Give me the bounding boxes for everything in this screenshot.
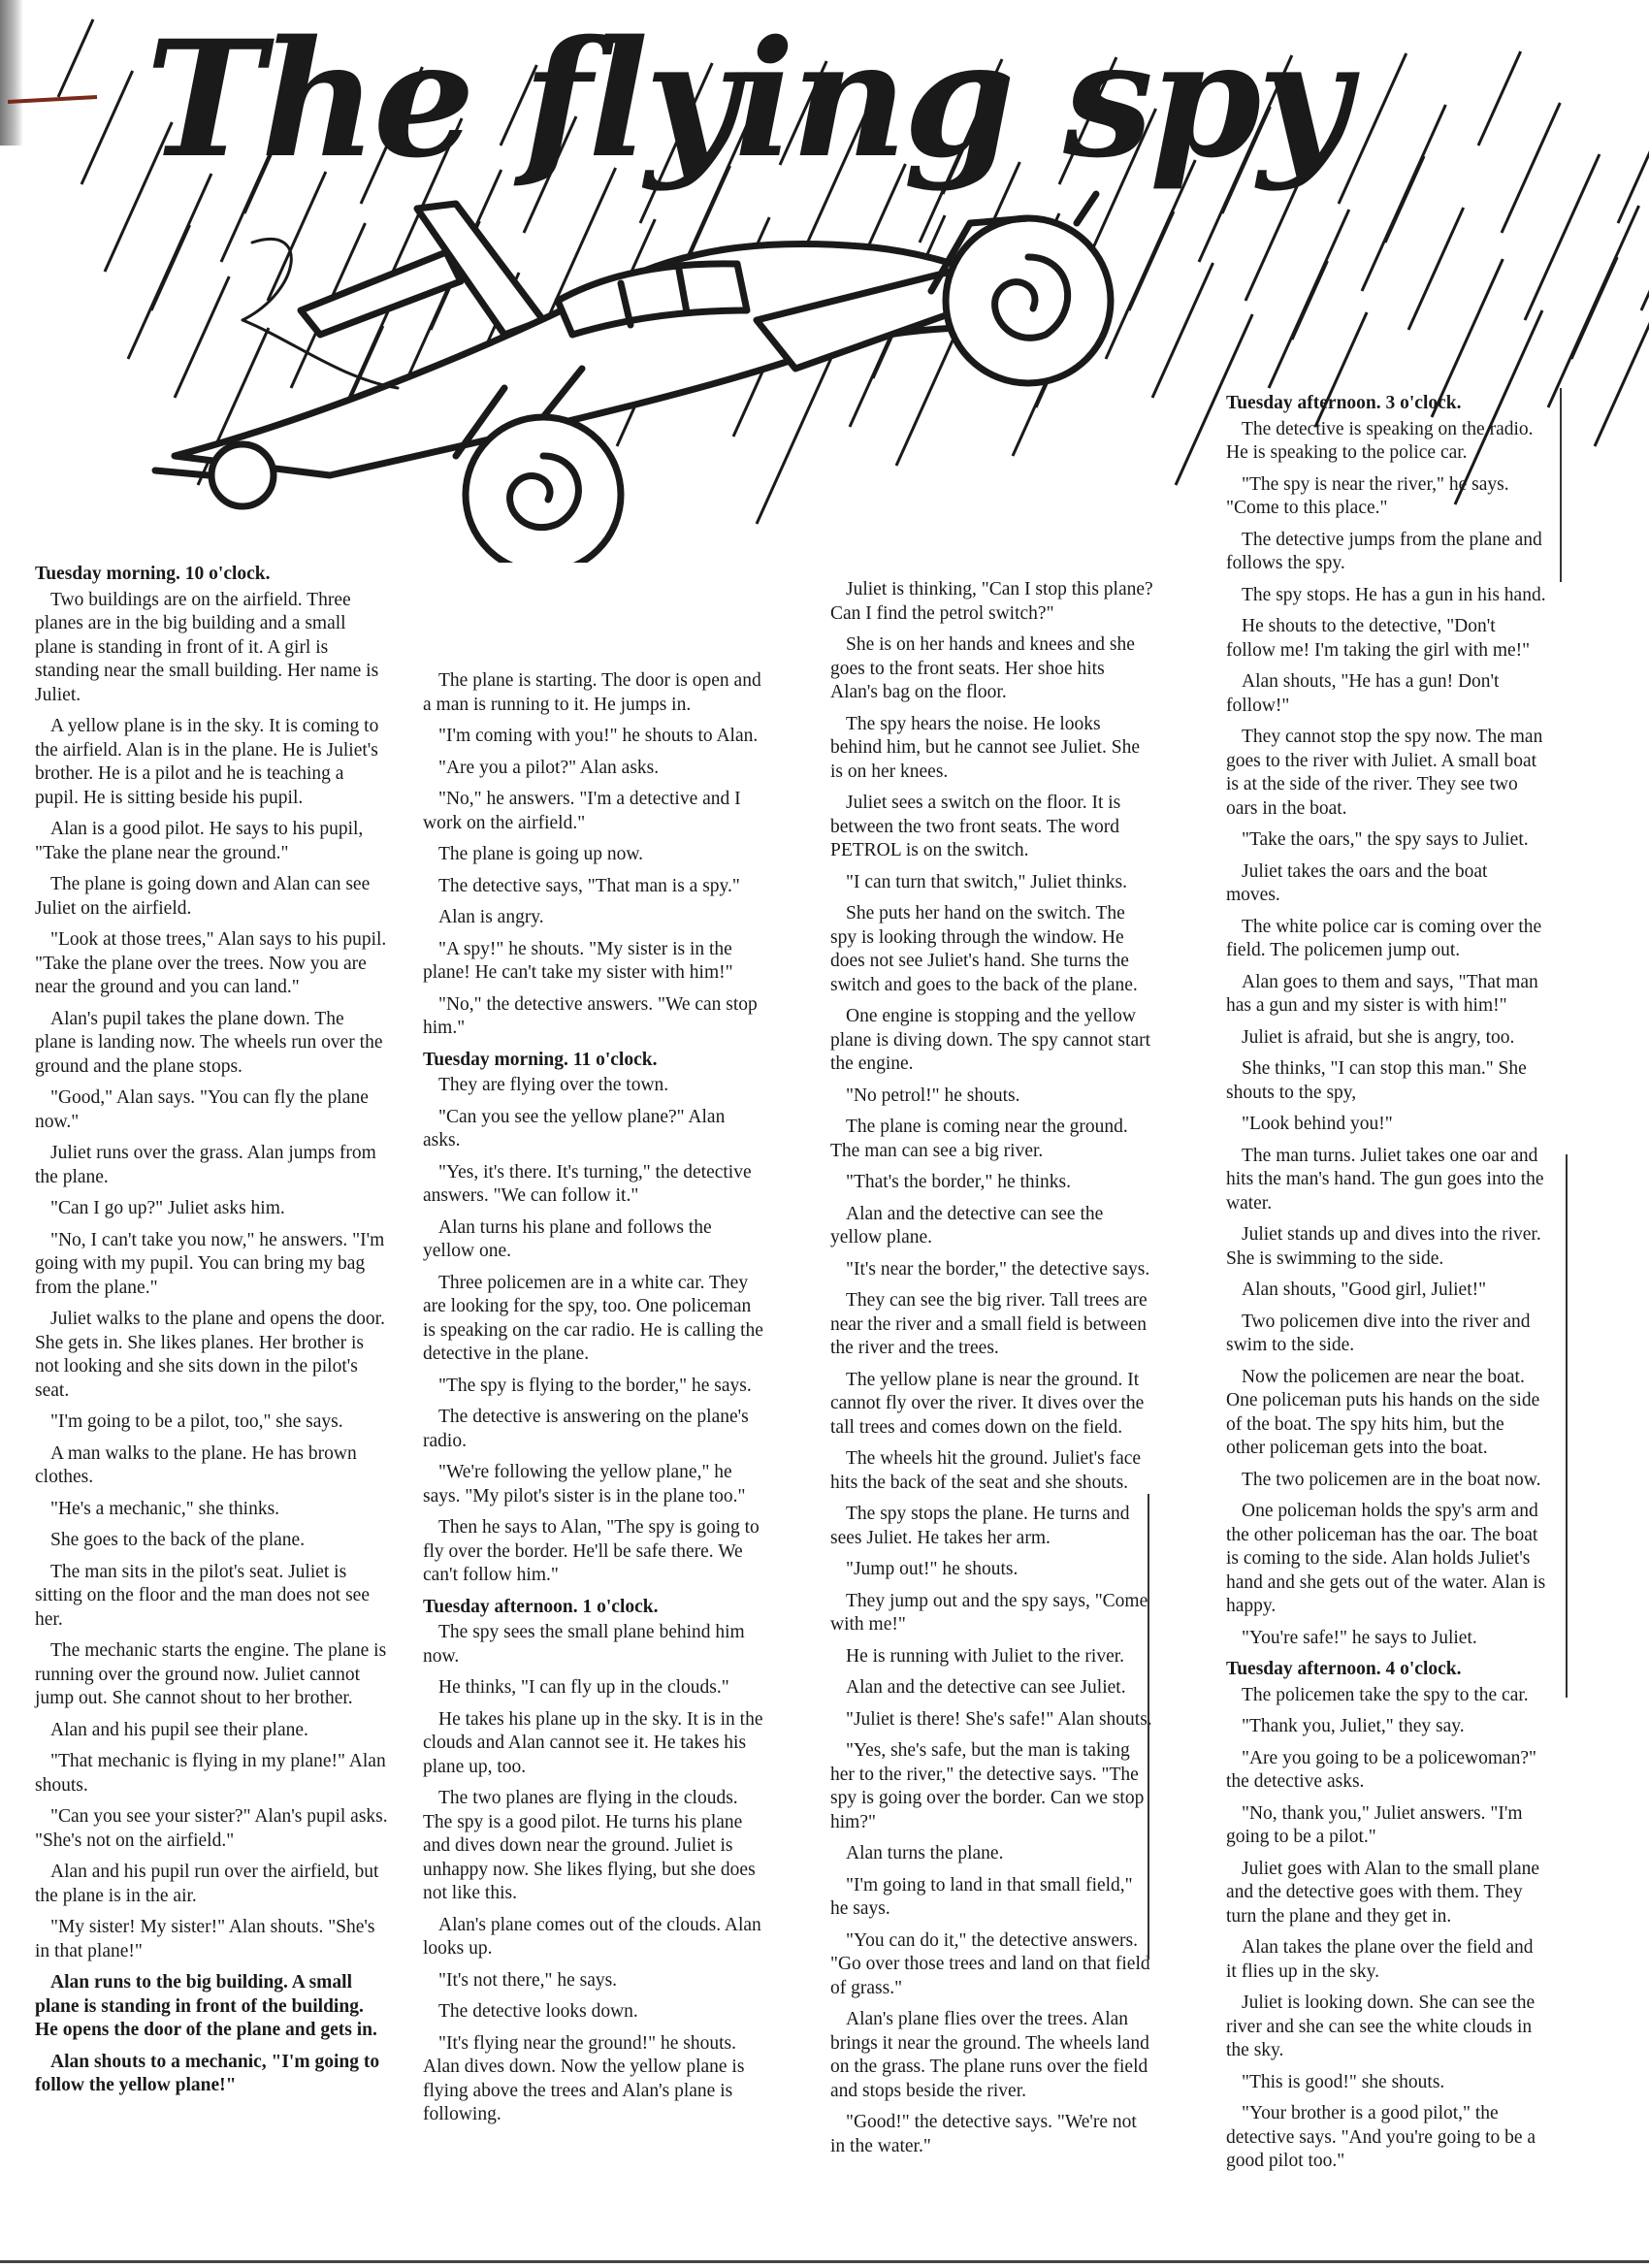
pen-mark <box>8 97 97 102</box>
rain-streak <box>1478 51 1521 146</box>
story-paragraph: "The spy is near the river," he says. "Come to this place." <box>1226 473 1509 518</box>
story-paragraph: The detective looks down. <box>438 2001 638 2022</box>
rain-streak <box>1525 154 1600 320</box>
story-paragraph-bold: Alan shouts to a mechanic, "I'm going to follow the yellow plane!" <box>35 2051 380 2095</box>
story-paragraph: Juliet walks to the plane and opens the door. She gets in. She likes planes. Her brother is not looking and she sits down in the pilot's seat. <box>35 1309 385 1401</box>
story-paragraph: "I'm going to be a pilot, too," she says. <box>50 1411 343 1432</box>
story-paragraph: "Take the oars," the spy says to Juliet. <box>1242 829 1529 850</box>
story-paragraph: They jump out and the spy says, "Come with me!" <box>830 1590 1148 1635</box>
story-paragraph: "Good!" the detective says. "We're not in the water." <box>830 2112 1137 2156</box>
story-paragraph: Alan and the detective can see Juliet. <box>846 1677 1126 1698</box>
section-time-heading: Tuesday afternoon. 1 o'clock. <box>423 1596 659 1617</box>
story-paragraph: "No," he answers. "I'm a detective and I work on the airfield." <box>423 789 741 833</box>
story-paragraph: The wheels hit the ground. Juliet's face hits the back of the seat and she shouts. <box>830 1448 1142 1493</box>
story-paragraph: "You can do it," the detective answers. "Go over those trees and land on that field of grass." <box>830 1929 1150 1998</box>
story-paragraph: "Can I go up?" Juliet asks him. <box>50 1198 285 1218</box>
article-title: The flying spy <box>146 5 1347 193</box>
story-paragraph: "Jump out!" he shouts. <box>846 1559 1018 1579</box>
story-paragraph: The white police car is coming over the field. The policemen jump out. <box>1226 916 1542 960</box>
story-paragraph: "My sister! My sister!" Alan shouts. "She's in that plane!" <box>35 1917 375 1961</box>
section-time-heading: Tuesday afternoon. 4 o'clock. <box>1226 1659 1462 1679</box>
story-paragraph: They can see the big river. Tall trees are near the river and a small field is between the river and the trees. <box>830 1290 1148 1358</box>
story-paragraph: Alan shouts, "Good girl, Juliet!" <box>1242 1280 1487 1300</box>
story-paragraph: He thinks, "I can fly up in the clouds." <box>438 1677 729 1698</box>
story-paragraph: She puts her hand on the switch. The spy is looking through the window. He does not see Juliet's hand. She turns the switch and goes to the back of the plane. <box>830 903 1138 995</box>
story-paragraph: "That's the border," he thinks. <box>846 1172 1072 1192</box>
story-paragraph: "No petrol!" he shouts. <box>846 1085 1020 1106</box>
story-paragraph: "Look behind you!" <box>1242 1114 1393 1134</box>
story-paragraph: "I'm coming with you!" he shouts to Alan. <box>438 726 759 746</box>
story-paragraph: "It's flying near the ground!" he shouts. Alan dives down. Now the yellow plane is flying above the trees and Alan's plane is following. <box>423 2032 745 2124</box>
story-paragraph: One engine is stopping and the yellow plane is diving down. The spy cannot start the engine. <box>830 1006 1151 1074</box>
story-paragraph: Alan and the detective can see the yellow plane. <box>830 1203 1104 1247</box>
story-paragraph: "It's near the border," the detective says. <box>846 1258 1150 1280</box>
story-paragraph: Alan's pupil takes the plane down. The plane is landing now. The wheels run over the ground and the plane stops. <box>35 1008 383 1077</box>
story-paragraph: Three policemen are in a white car. They are looking for the spy, too. One policeman is speaking on the car radio. He is calling the detective in the plane. <box>423 1272 763 1364</box>
rain-streak <box>175 276 229 398</box>
story-paragraph: Alan and his pupil run over the airfield, but the plane is in the air. <box>35 1862 379 1906</box>
story-paragraph: He shouts to the detective, "Don't follow me! I'm taking the girl with me!" <box>1226 616 1531 661</box>
story-paragraph: Alan shouts, "He has a gun! Don't follow!" <box>1226 671 1500 716</box>
story-paragraph: Juliet stands up and dives into the river. She is swimming to the side. <box>1226 1224 1541 1269</box>
rain-streak <box>1595 308 1649 446</box>
story-paragraph: The spy stops. He has a gun in his hand. <box>1242 584 1546 605</box>
story-paragraph: The two planes are flying in the clouds. The spy is a good pilot. He turns his plane and dives down near the ground. Juliet is unhappy now. She likes flying, but she does not like this. <box>423 1788 756 1903</box>
rain-streak <box>1129 211 1174 310</box>
text-column-2 <box>423 669 766 2135</box>
story-paragraph: "Juliet is there! She's safe!" Alan shouts. <box>846 1708 1152 1730</box>
story-paragraph: Now the policemen are near the boat. One policeman puts his hands on the side of the boat. The spy hits him, but the other policeman gets into the boat. <box>1226 1366 1540 1458</box>
story-paragraph: The plane is coming near the ground. The man can see a big river. <box>830 1117 1128 1161</box>
rain-streak <box>1152 263 1213 398</box>
story-paragraph: Alan turns the plane. <box>846 1843 1004 1863</box>
story-paragraph: "A spy!" he shouts. "My sister is in the plane! He can't take my sister with him!" <box>423 938 733 983</box>
story-paragraph: Alan goes to them and says, "That man has a gun and my sister is with him!" <box>1226 971 1538 1016</box>
story-paragraph: "I'm going to land in that small field," he says. <box>830 1874 1133 1919</box>
story-paragraph: One policeman holds the spy's arm and the other policeman has the oar. The boat is coming to the side. Alan holds Juliet's hand and she gets out of the water. Alan is happy. <box>1226 1501 1546 1616</box>
rain-streak <box>1502 103 1560 233</box>
story-paragraph: Alan's plane flies over the trees. Alan brings it near the ground. The wheels land on the grass. The plane runs over the field and stops beside the river. <box>830 2009 1149 2101</box>
rain-streak <box>1339 53 1406 204</box>
story-paragraph: "It's not there," he says. <box>438 1969 618 1991</box>
story-paragraph: The spy hears the noise. He looks behind him, but he cannot see Juliet. She is on her knees. <box>830 713 1140 782</box>
rain-streak <box>81 71 133 184</box>
section-time-heading: Tuesday afternoon. 3 o'clock. <box>1226 393 1462 413</box>
column-rule <box>1566 1154 1568 1698</box>
story-paragraph: She is on her hands and knees and she goes to the front seats. Her shoe hits Alan's bag on the floor. <box>830 634 1135 702</box>
story-paragraph: Juliet goes with Alan to the small plane and the detective goes with them. They turn the plane and they get in. <box>1226 1858 1540 1927</box>
column-rule <box>1148 1494 1149 1960</box>
story-paragraph: "Can you see your sister?" Alan's pupil asks. "She's not on the airfield." <box>35 1806 388 1851</box>
section-time-heading: Tuesday morning. 11 o'clock. <box>423 1049 658 1070</box>
story-paragraph: The plane is starting. The door is open and a man is running to it. He jumps in. <box>423 670 761 715</box>
story-paragraph: The two policemen are in the boat now. <box>1242 1469 1541 1490</box>
story-paragraph: Alan is a good pilot. He says to his pupil, "Take the plane near the ground." <box>35 819 364 863</box>
story-paragraph: Alan's plane comes out of the clouds. Alan looks up. <box>423 1914 761 1959</box>
story-paragraph: She goes to the back of the plane. <box>50 1530 306 1550</box>
story-paragraph-bold: Alan runs to the big building. A small plane is standing in front of the building. He opens the door of the plane and gets in. <box>35 1972 377 2040</box>
airplane-drawing <box>155 194 1111 563</box>
rain-streak <box>1385 156 1424 243</box>
story-paragraph: He takes his plane up in the sky. It is in the clouds and Alan cannot see it. He takes his plane up, too. <box>423 1708 763 1777</box>
story-paragraph: The man turns. Juliet takes one oar and hits the man's hand. The gun goes into the water. <box>1226 1145 1544 1214</box>
text-column-3 <box>830 578 1154 2166</box>
story-paragraph: "No, thank you," Juliet answers. "I'm going to be a pilot." <box>1226 1802 1523 1847</box>
story-paragraph: The policemen take the spy to the car. <box>1242 1684 1529 1705</box>
story-paragraph: Then he says to Alan, "The spy is going to fly over the border. He'll be safe there. We can't follow him." <box>423 1517 760 1585</box>
story-paragraph: The yellow plane is near the ground. It cannot fly over the river. It dives over the tall trees and comes down on the field. <box>830 1369 1145 1438</box>
story-paragraph: "Your brother is a good pilot," the detective says. "And you're going to be a good pilot too." <box>1226 2103 1536 2171</box>
story-paragraph: He is running with Juliet to the river. <box>846 1645 1125 1667</box>
story-paragraph: A yellow plane is in the sky. It is coming to the airfield. Alan is in the plane. He is Juliet's brother. He is a pilot and he is teaching a pupil. He is sitting beside his pupil. <box>35 716 379 808</box>
story-paragraph: The detective is answering on the plane's radio. <box>423 1407 749 1451</box>
story-paragraph: The spy stops the plane. He turns and sees Juliet. He takes her arm. <box>830 1504 1130 1548</box>
story-paragraph: "Yes, it's there. It's turning," the detective answers. "We can follow it." <box>423 1161 752 1206</box>
story-paragraph: She thinks, "I can stop this man." She shouts to the spy, <box>1226 1058 1527 1103</box>
story-paragraph: "Look at those trees," Alan says to his pupil. "Take the plane over the trees. Now you are near the ground and you can land." <box>35 929 387 997</box>
story-paragraph: "You're safe!" he says to Juliet. <box>1242 1627 1477 1648</box>
story-paragraph: "Are you going to be a policewoman?" the detective asks. <box>1226 1747 1537 1792</box>
story-paragraph: The detective jumps from the plane and follows the spy. <box>1226 529 1542 573</box>
story-paragraph: Juliet runs over the grass. Alan jumps from the plane. <box>35 1143 376 1187</box>
story-paragraph: Alan turns his plane and follows the yellow one. <box>423 1216 712 1261</box>
story-paragraph: Juliet is thinking, "Can I stop this plane? Can I find the petrol switch?" <box>830 579 1153 624</box>
story-paragraph: "I can turn that switch," Juliet thinks. <box>846 871 1127 892</box>
story-paragraph: Alan takes the plane over the field and it flies up in the sky. <box>1226 1937 1534 1982</box>
story-paragraph: "Good," Alan says. "You can fly the plane now." <box>35 1087 369 1132</box>
story-paragraph: The detective says, "That man is a spy." <box>438 875 740 896</box>
text-column-4 <box>1226 392 1546 2182</box>
rain-streak <box>1408 208 1464 330</box>
story-paragraph: "Are you a pilot?" Alan asks. <box>438 757 660 778</box>
story-paragraph: Juliet is afraid, but she is angry, too. <box>1242 1026 1515 1048</box>
story-paragraph: The man sits in the pilot's seat. Juliet is sitting on the floor and the man does not see her. <box>35 1561 370 1630</box>
column-rule <box>1560 388 1562 582</box>
story-paragraph: "Can you see the yellow plane?" Alan asks. <box>423 1106 726 1150</box>
rain-streak <box>1571 257 1617 359</box>
story-paragraph: The spy sees the small plane behind him now. <box>423 1622 745 1667</box>
story-paragraph: Juliet sees a switch on the floor. It is between the two front seats. The word PETROL is on the switch. <box>830 793 1121 860</box>
story-paragraph: They cannot stop the spy now. The man goes to the river with Juliet. A small boat is at the side of the river. They see two oars in the boat. <box>1226 727 1543 819</box>
story-paragraph: Two buildings are on the airfield. Three planes are in the big building and a small plane is standing in front of it. A girl is standing near the small building. Her name is Juliet. <box>35 589 379 705</box>
story-paragraph: The plane is going down and Alan can see Juliet on the airfield. <box>35 874 371 919</box>
story-paragraph: "This is good!" she shouts. <box>1242 2071 1445 2092</box>
rain-streak <box>58 19 93 97</box>
section-time-heading: Tuesday morning. 10 o'clock. <box>35 564 271 584</box>
rain-streak <box>151 225 190 310</box>
text-column-1 <box>35 563 388 2106</box>
story-paragraph: Juliet takes the oars and the boat moves. <box>1226 860 1488 905</box>
story-paragraph: The plane is going up now. <box>438 844 644 864</box>
rain-streak <box>1618 49 1649 223</box>
story-paragraph: The mechanic starts the engine. The plane is running over the ground now. Juliet cannot jump out. She cannot shout to her brother. <box>35 1640 387 1708</box>
page-bottom-edge <box>0 2260 1649 2263</box>
story-paragraph: "Thank you, Juliet," they say. <box>1242 1716 1465 1736</box>
story-paragraph: "No, I can't take you now," he answers. "I'm going with my pupil. You can bring my bag from the plane." <box>35 1229 385 1298</box>
story-paragraph: A man walks to the plane. He has brown clothes. <box>35 1442 357 1487</box>
rain-streak <box>1292 261 1327 340</box>
story-paragraph: "He's a mechanic," she thinks. <box>50 1498 280 1519</box>
story-paragraph: "Yes, she's safe, but the man is taking her to the river," the detective says. "The spy is going over the border. Can we stop him?" <box>830 1740 1145 1832</box>
rain-streak <box>1641 101 1649 310</box>
story-paragraph: Two policemen dive into the river and swim to the side. <box>1226 1311 1531 1355</box>
story-paragraph: Alan and his pupil see their plane. <box>50 1719 308 1740</box>
story-paragraph: "The spy is flying to the border," he says. <box>438 1375 752 1396</box>
story-paragraph: "We're following the yellow plane," he says. "My pilot's sister is in the plane too." <box>423 1462 746 1507</box>
story-paragraph: "No," the detective answers. "We can stop him." <box>423 993 758 1038</box>
story-paragraph: The detective is speaking on the radio. He is speaking to the police car. <box>1226 418 1534 463</box>
story-paragraph: Juliet is looking down. She can see the river and she can see the white clouds in the sky. <box>1226 1993 1536 2060</box>
story-paragraph: "That mechanic is flying in my plane!" Alan shouts. <box>35 1751 386 1796</box>
story-paragraph: Alan is angry. <box>438 907 544 927</box>
story-paragraph: They are flying over the town. <box>438 1075 669 1095</box>
